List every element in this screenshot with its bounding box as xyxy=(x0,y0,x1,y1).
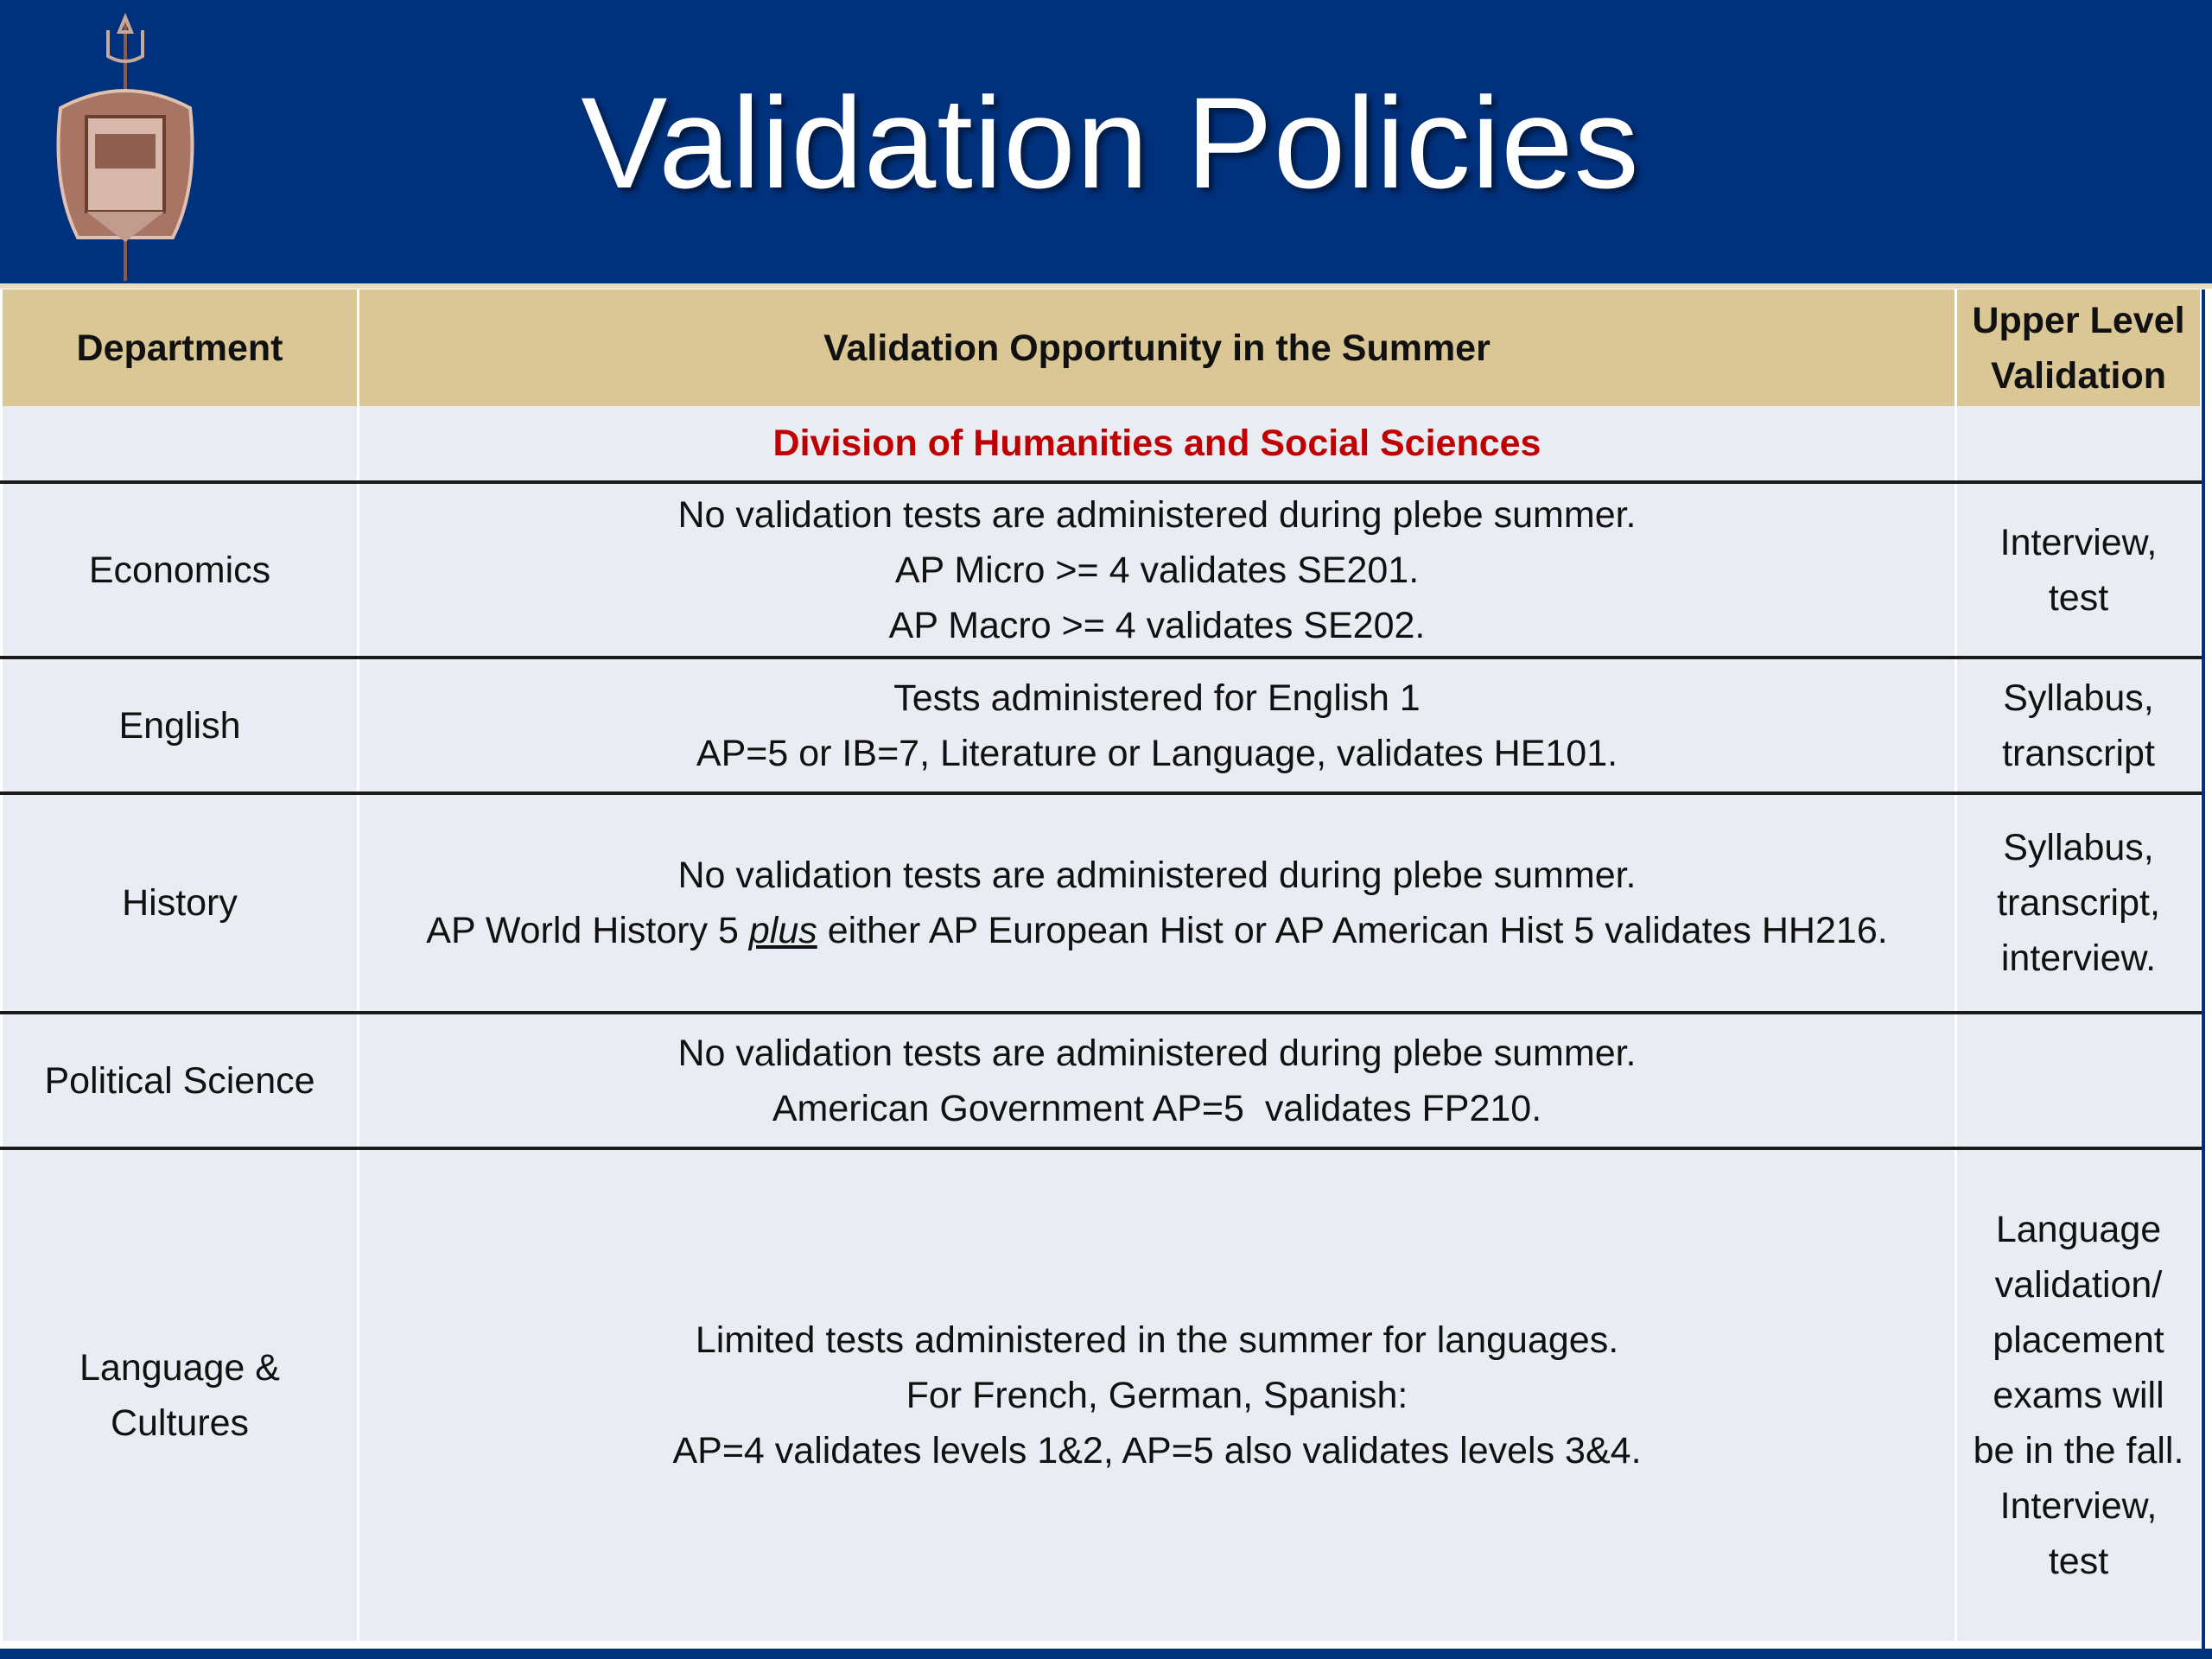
title-banner xyxy=(0,0,2212,283)
table-row xyxy=(2,658,2202,793)
summer-cell: No validation tests are administered during plebe summer. AP Micro >= 4 validates SE201. AP Macro >= 4 validates SE202. xyxy=(359,482,1956,658)
division-row xyxy=(2,406,2202,482)
table-row xyxy=(2,793,2202,1013)
header-divider xyxy=(0,283,2212,289)
page-title: Validation Policies xyxy=(581,70,1640,215)
table-row xyxy=(2,1013,2202,1148)
department-cell: Language & Cultures xyxy=(2,1148,359,1641)
header-department: Department xyxy=(2,289,359,406)
department-cell: Political Science xyxy=(2,1013,359,1148)
department-cell: History xyxy=(2,793,359,1013)
table-row xyxy=(2,1148,2202,1641)
upper-cell xyxy=(1956,1013,2202,1148)
division-label: Division of Humanities and Social Sciences xyxy=(359,406,1956,482)
summer-cell: Tests administered for English 1 AP=5 or IB=7, Literature or Language, validates HE101. xyxy=(359,658,1956,793)
upper-cell: Syllabus, transcript, interview. xyxy=(1956,793,2202,1013)
summer-cell: No validation tests are administered during plebe summer. American Government AP=5 validates FP210. xyxy=(359,1013,1956,1148)
summer-cell: No validation tests are administered during plebe summer. AP World History 5 plus either AP European Hist or AP American Hist 5 validates HH216. xyxy=(359,793,1956,1013)
header-summer: Validation Opportunity in the Summer xyxy=(359,289,1956,406)
bottom-border xyxy=(0,1649,2212,1659)
upper-cell: Language validation/ placement exams will be in the fall. Interview, test xyxy=(1956,1148,2202,1641)
table-header-row xyxy=(2,289,2202,406)
department-cell: English xyxy=(2,658,359,793)
department-cell: Economics xyxy=(2,482,359,658)
right-border xyxy=(2202,289,2205,1655)
validation-policies-table xyxy=(0,289,2202,1641)
upper-cell: Interview, test xyxy=(1956,482,2202,658)
emphasis-plus: plus xyxy=(748,910,817,951)
summer-cell: Limited tests administered in the summer for languages. For French, German, Spanish: AP=4 validates levels 1&2, AP=5 also validates levels 3&4. xyxy=(359,1148,1956,1641)
upper-cell: Syllabus, transcript xyxy=(1956,658,2202,793)
table-row xyxy=(2,482,2202,658)
header-upper: Upper Level Validation xyxy=(1956,289,2202,406)
